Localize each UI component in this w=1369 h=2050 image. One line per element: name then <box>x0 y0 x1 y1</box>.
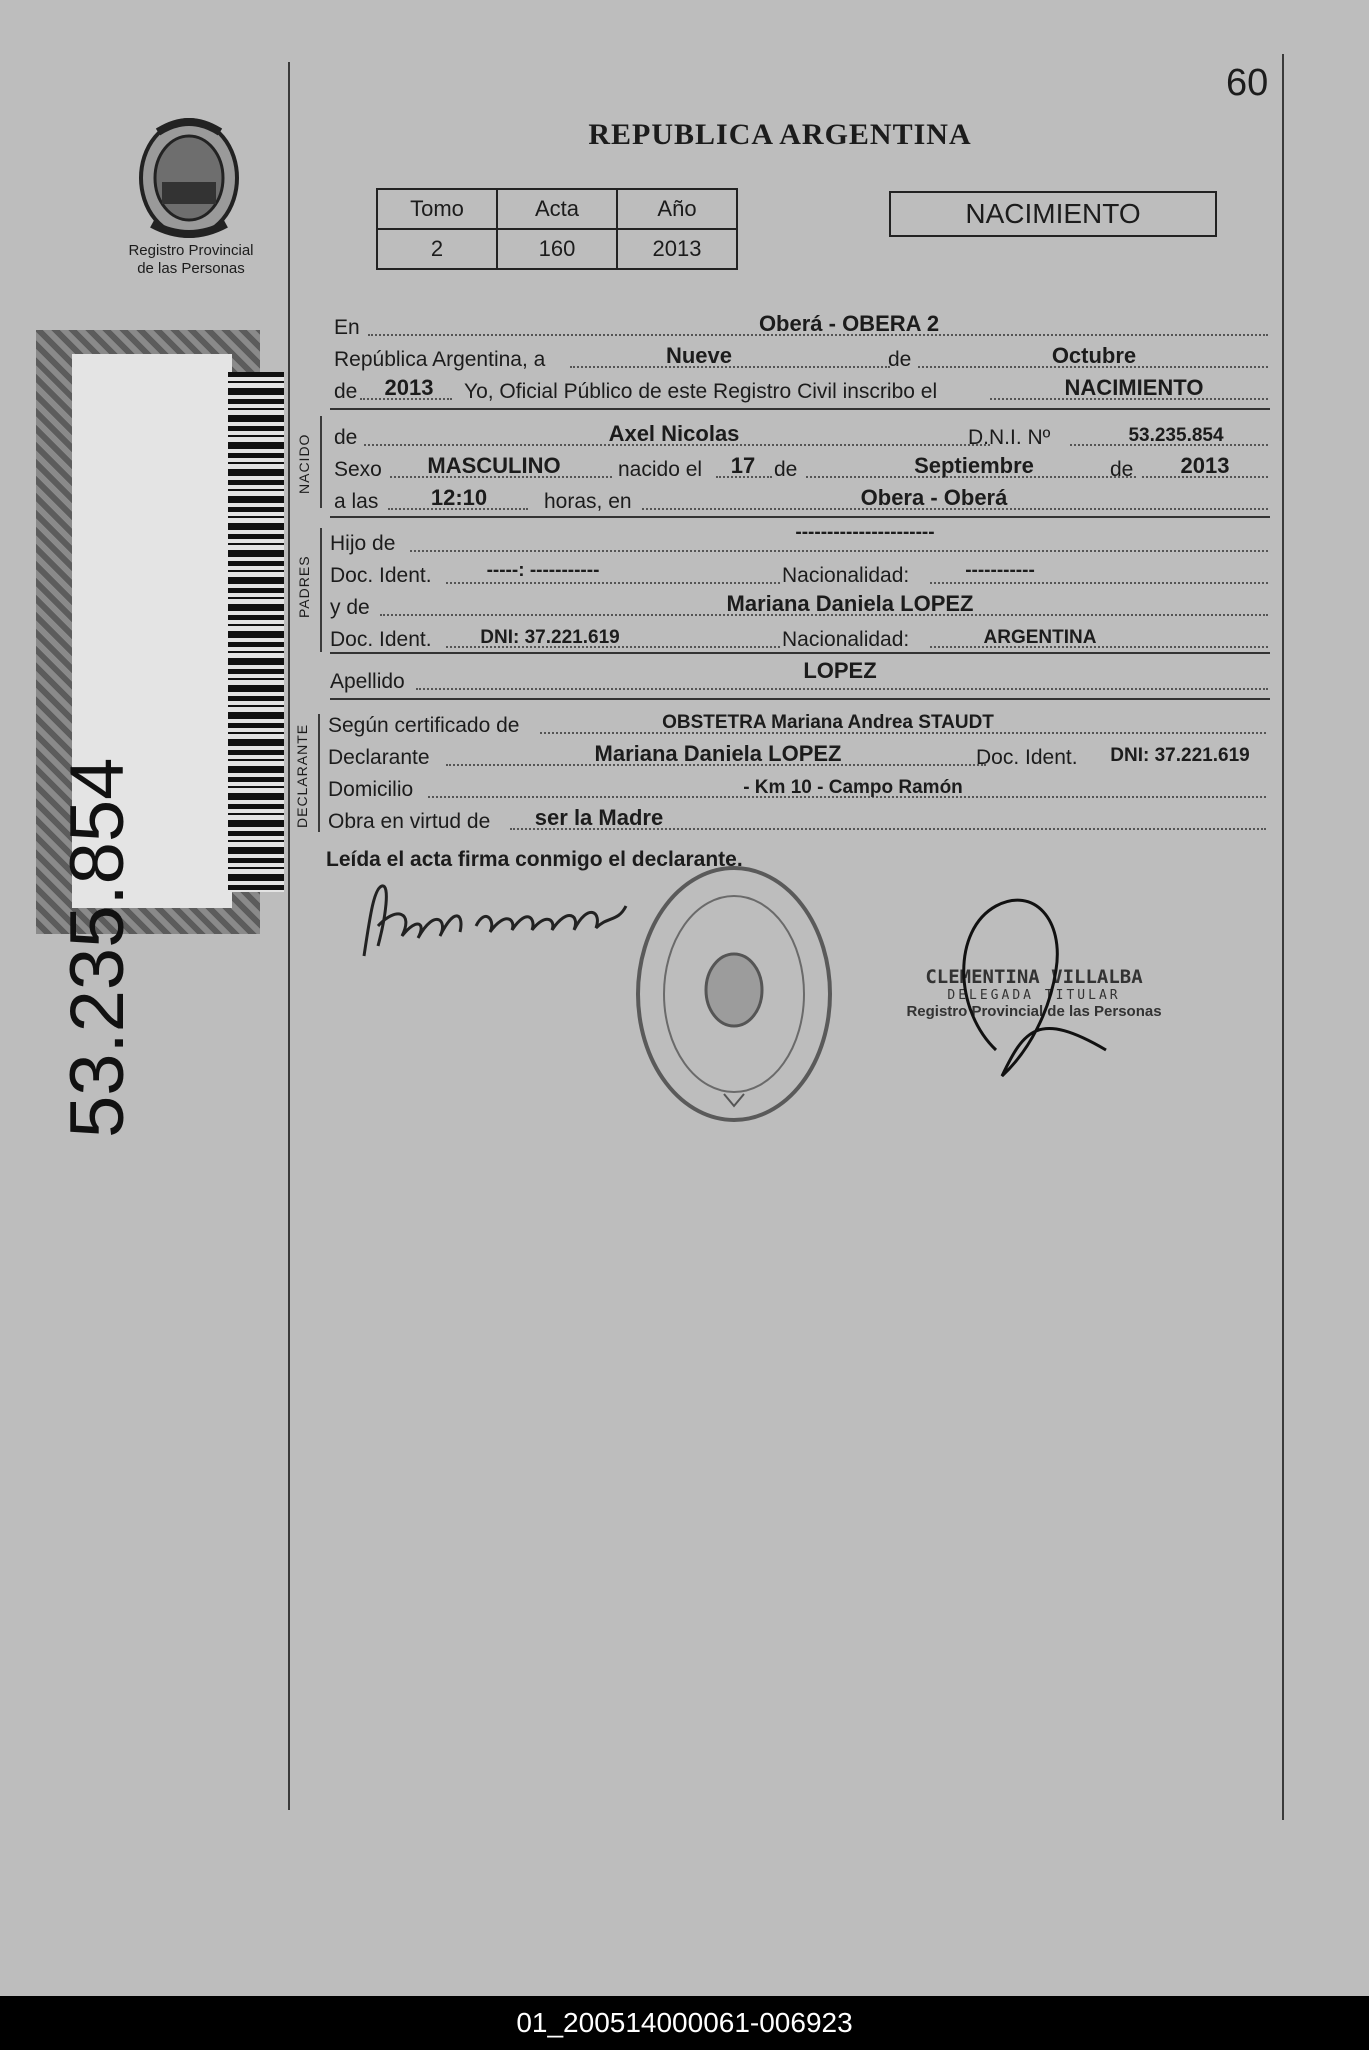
madre-value: Mariana Daniela LOPEZ <box>726 591 974 616</box>
apellido-label: Apellido <box>330 670 405 693</box>
de-label-2: de <box>334 380 358 403</box>
section-divider <box>330 698 1270 700</box>
closing-text: Leída el acta firma conmigo el declarante. <box>326 848 743 871</box>
barcode-icon <box>228 372 284 892</box>
register-value-anio: 2013 <box>617 229 737 269</box>
official-role: DELEGADA TITULAR <box>947 988 1121 1003</box>
section-divider <box>330 516 1270 518</box>
hora-value: 12:10 <box>430 485 488 510</box>
sexo-label: Sexo <box>334 458 382 481</box>
row-republica <box>334 342 1268 374</box>
padres-bracket <box>320 528 322 652</box>
madre-nac-value: ARGENTINA <box>983 627 1097 648</box>
nombre-value: Axel Nicolas <box>608 421 740 446</box>
padre-value: ---------------------- <box>795 522 935 543</box>
dia-value: Nueve <box>665 343 733 368</box>
register-table-header <box>377 189 737 229</box>
sexo-value: MASCULINO <box>427 453 561 478</box>
official-signature <box>934 890 1124 1084</box>
section-divider <box>330 408 1270 410</box>
lugar-value: Obera - Oberá <box>860 485 1008 510</box>
a-las-label: a las <box>334 490 379 513</box>
row-hora <box>334 484 1268 516</box>
register-header-acta: Acta <box>497 189 617 229</box>
nac-mes-value: Septiembre <box>914 453 1034 478</box>
apellido-value: LOPEZ <box>803 658 877 683</box>
row-apellido <box>330 658 1268 696</box>
section-divider <box>330 652 1270 654</box>
row-domicilio <box>328 772 1266 804</box>
declarante-label: Declarante <box>328 746 430 769</box>
register-header-tomo: Tomo <box>377 189 497 229</box>
domicilio-label: Domicilio <box>328 778 414 801</box>
de-label-3: de <box>334 426 358 449</box>
dotted-line <box>416 688 1268 690</box>
madre-doc-value: DNI: 37.221.619 <box>480 627 620 648</box>
declarante-doc-value: DNI: 37.221.619 <box>1110 745 1250 766</box>
agency-line-1: Registro Provincial <box>128 242 254 259</box>
dni-label: D.N.I. Nº <box>968 426 1051 449</box>
section-label-declarante: DECLARANTE <box>294 723 310 828</box>
row-madre-doc <box>330 622 1268 654</box>
agency-line-2: de las Personas <box>137 260 245 277</box>
declarante-doc-label: Doc. Ident. <box>976 746 1078 769</box>
doc-ident-label-2: Doc. Ident. <box>330 628 432 651</box>
en-value: Oberá - OBERA 2 <box>758 311 940 336</box>
certificado-value: OBSTETRA Mariana Andrea STAUDT <box>662 712 994 733</box>
dotted-line <box>930 582 1268 584</box>
padre-doc-value: -----: ----------- <box>486 560 600 581</box>
certificado-label: Según certificado de <box>328 714 520 737</box>
nacionalidad-label: Nacionalidad: <box>782 564 910 587</box>
doc-ident-label: Doc. Ident. <box>330 564 432 587</box>
dni-value: 53.235.854 <box>1128 425 1224 446</box>
declarant-signature <box>356 876 646 966</box>
anio-value: 2013 <box>384 375 434 400</box>
y-de-label: y de <box>330 596 370 619</box>
acto-value: NACIMIENTO <box>1064 375 1204 400</box>
register-value-acta: 160 <box>497 229 617 269</box>
row-declarante <box>328 740 1268 772</box>
declarante-value: Mariana Daniela LOPEZ <box>594 741 842 766</box>
mes-value: Octubre <box>1051 343 1137 368</box>
page-number: 60 <box>1226 62 1269 104</box>
row-certificado <box>328 708 1266 740</box>
row-padre-doc <box>330 558 1268 590</box>
obra-value: ser la Madre <box>534 805 664 830</box>
nac-dia-value: 17 <box>730 453 756 478</box>
domicilio-value: - Km 10 - Campo Ramón <box>743 777 963 798</box>
scan-reference-footer: 01_200514000061-006923 <box>0 1996 1369 2050</box>
en-label: En <box>334 316 360 339</box>
official-name: CLEMENTINA VILLALBA <box>925 966 1143 988</box>
section-label-nacido: NACIDO <box>296 433 312 494</box>
row-y-de <box>330 590 1268 622</box>
row-obra <box>328 804 1266 836</box>
hijo-de-label: Hijo de <box>330 532 396 555</box>
row-nombre <box>334 420 1268 452</box>
register-value-tomo: 2 <box>377 229 497 269</box>
nac-anio-value: 2013 <box>1180 453 1230 478</box>
inscribo-text: Yo, Oficial Público de este Registro Civil inscribo el <box>464 380 938 403</box>
dotted-line <box>446 582 780 584</box>
register-table <box>376 188 738 270</box>
left-margin-line <box>288 62 290 1810</box>
row-inscripcion <box>334 374 1268 406</box>
row-sexo <box>334 452 1268 484</box>
act-type-box: NACIMIENTO <box>889 191 1217 237</box>
province-coat-of-arms-logo <box>132 112 246 244</box>
row-en <box>334 310 1268 342</box>
nacionalidad-label-2: Nacionalidad: <box>782 628 910 651</box>
republica-label: República Argentina, a <box>334 348 546 371</box>
horas-en-label: horas, en <box>544 490 632 513</box>
barcode-number: 53.235.854 <box>55 757 140 1138</box>
declarante-bracket <box>318 714 320 832</box>
nacido-label: nacido el <box>618 458 703 481</box>
nacido-bracket <box>320 416 322 508</box>
official-agency: Registro Provincial de las Personas <box>906 1003 1162 1020</box>
register-header-anio: Año <box>617 189 737 229</box>
section-label-padres: PADRES <box>296 555 312 618</box>
de-label: de <box>888 348 912 371</box>
official-oval-seal <box>632 862 836 1126</box>
de-label-5: de <box>1110 458 1134 481</box>
document-title: REPUBLICA ARGENTINA <box>588 118 972 151</box>
right-margin-line <box>1282 54 1284 1820</box>
de-label-4: de <box>774 458 798 481</box>
agency-name <box>106 242 276 278</box>
row-hijo-de <box>330 522 1268 558</box>
dotted-line <box>410 550 1268 552</box>
register-table-values <box>377 229 737 269</box>
padre-nac-value: ----------- <box>965 560 1035 581</box>
obra-label: Obra en virtud de <box>328 810 491 833</box>
